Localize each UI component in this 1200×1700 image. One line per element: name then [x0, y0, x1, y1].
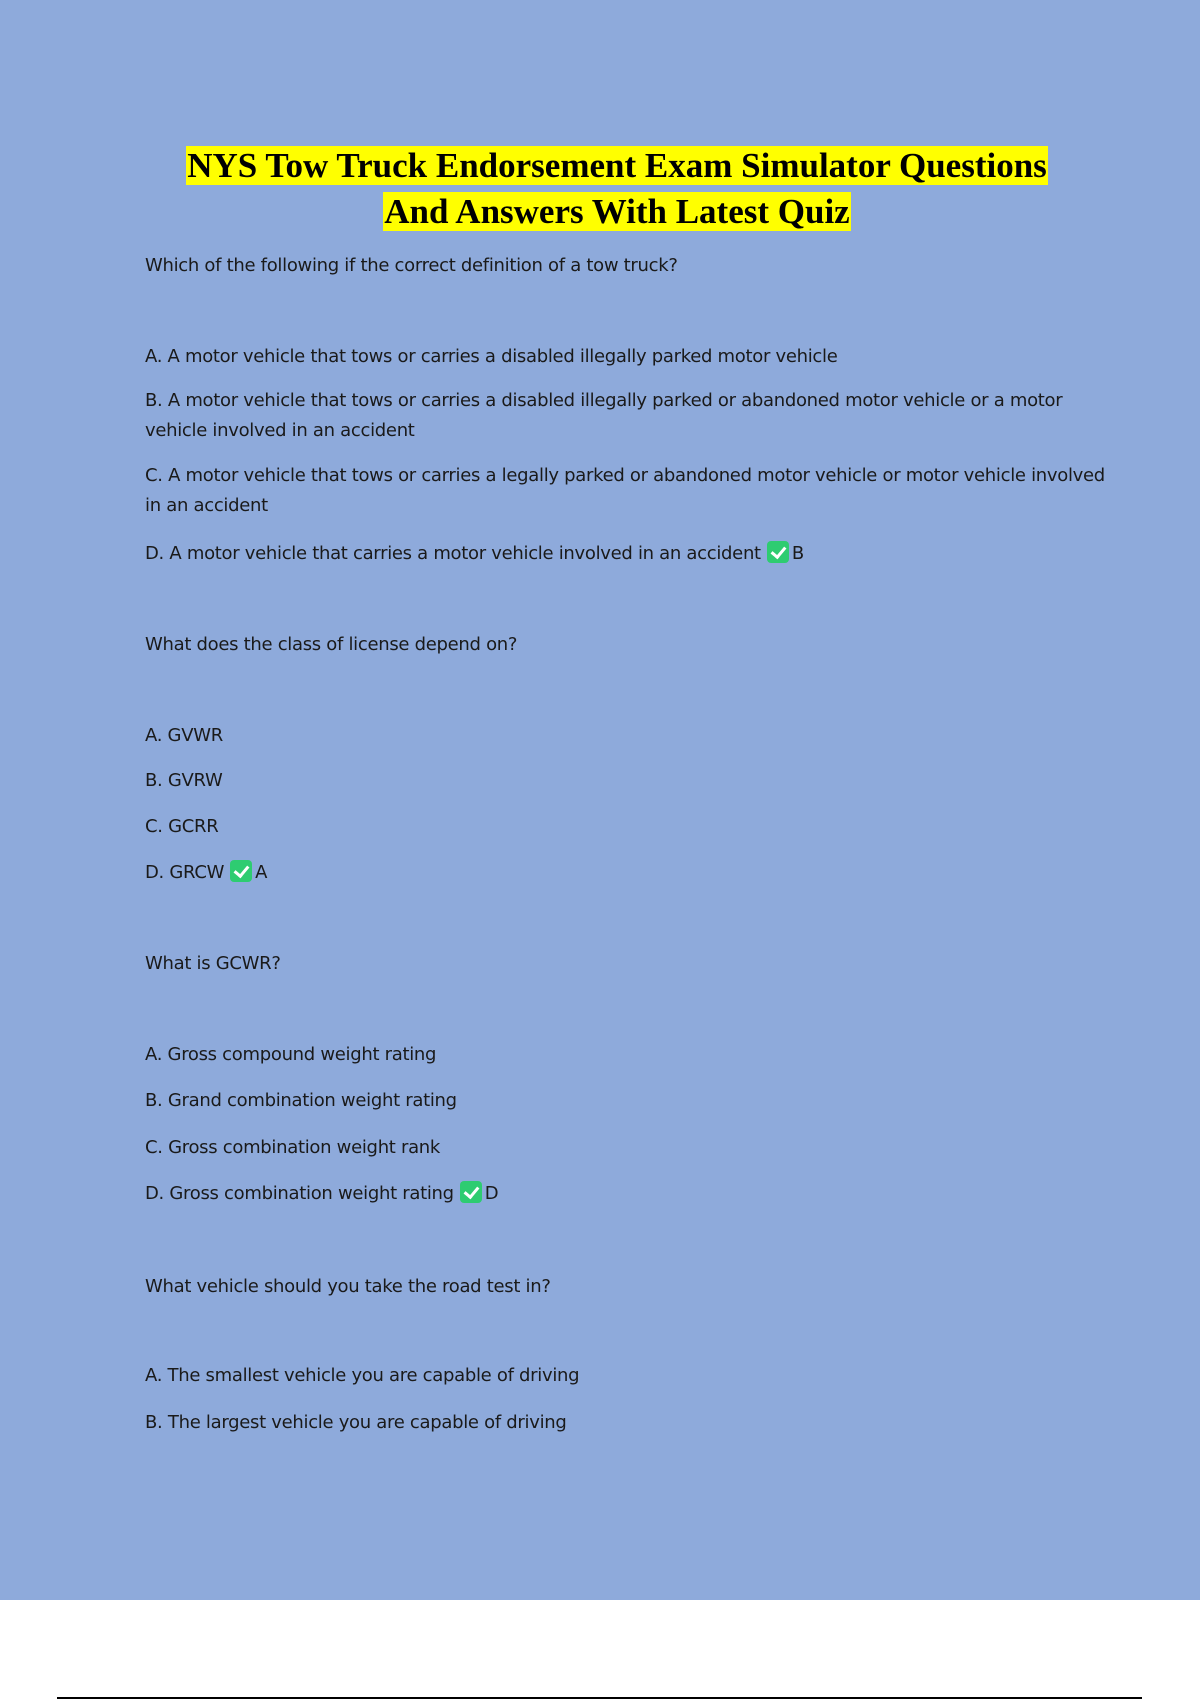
- check-mark-icon: [767, 541, 789, 563]
- correct-answer: A: [255, 862, 268, 883]
- answer-option-with-key: [145, 858, 267, 888]
- document-title: [0, 143, 1200, 235]
- answer-option: B. A motor vehicle that tows or carries a disabled illegally parked or abandoned motor vehicle or a motor vehicle involved in an accident: [145, 390, 1063, 441]
- question-text: Which of the following if the correct definition of a tow truck?: [145, 255, 678, 276]
- answer-option: D. GRCW: [145, 862, 225, 883]
- correct-answer: D: [484, 1183, 499, 1204]
- answer-option: A. GVWR: [145, 725, 223, 746]
- question-text: What vehicle should you take the road test in?: [145, 1276, 551, 1297]
- answer-option: A. The smallest vehicle you are capable of driving: [145, 1365, 580, 1386]
- correct-answer: B: [791, 543, 804, 564]
- answer-option: B. GVRW: [145, 770, 223, 791]
- answer-option: C. Gross combination weight rank: [145, 1137, 441, 1158]
- check-mark-icon: [230, 860, 252, 882]
- answer-option: B. Grand combination weight rating: [145, 1090, 457, 1111]
- answer-option: D. A motor vehicle that carries a motor vehicle involved in an accident: [145, 543, 761, 564]
- check-mark-icon: [460, 1181, 482, 1203]
- answer-option: D. Gross combination weight rating: [145, 1183, 454, 1204]
- answer-option-with-key: [145, 539, 804, 569]
- title-line-1: NYS Tow Truck Endorsement Exam Simulator Questions: [187, 146, 1047, 185]
- footer-divider: [57, 1697, 1142, 1699]
- answer-option-with-key: [145, 1179, 498, 1209]
- answer-option: C. A motor vehicle that tows or carries a legally parked or abandoned motor vehicle or motor vehicle involved in an accident: [145, 465, 1105, 516]
- answer-option: B. The largest vehicle you are capable of driving: [145, 1412, 567, 1433]
- title-line-2: And Answers With Latest Quiz: [384, 192, 850, 231]
- answer-option: C. GCRR: [145, 816, 219, 837]
- question-text: What is GCWR?: [145, 953, 281, 974]
- answer-option: A. Gross compound weight rating: [145, 1044, 437, 1065]
- question-text: What does the class of license depend on?: [145, 634, 518, 655]
- answer-option: A. A motor vehicle that tows or carries a disabled illegally parked motor vehicle: [145, 346, 838, 367]
